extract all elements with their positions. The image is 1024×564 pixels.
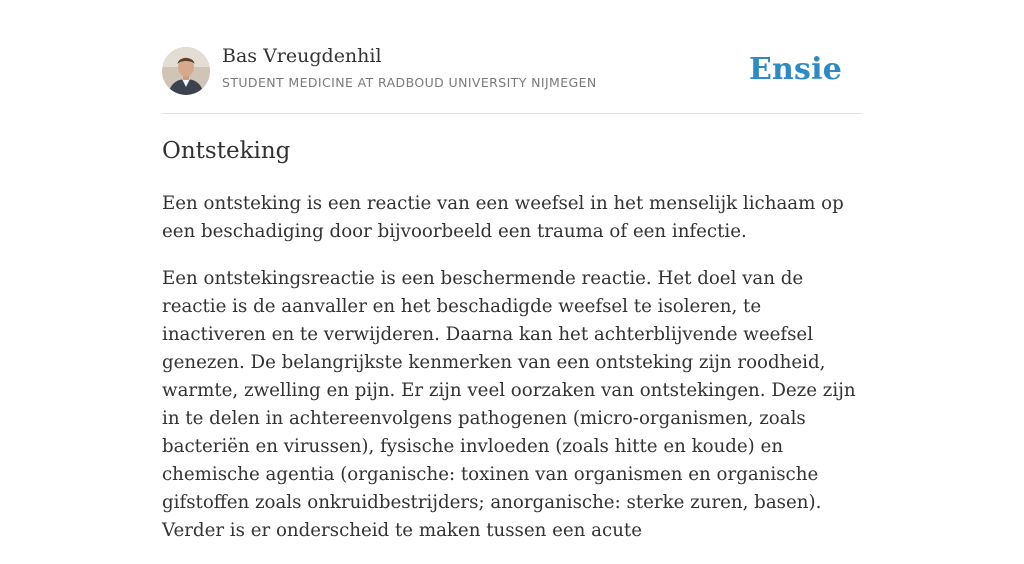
article-body — [162, 190, 862, 564]
author-avatar[interactable] — [162, 47, 210, 95]
author-header — [162, 0, 862, 114]
article-paragraph: Een ontsteking is een reactie van een weefsel in het menselijk lichaam op een beschadiging door bijvoorbeeld een trauma of een infectie. — [162, 193, 844, 242]
author-name[interactable]: Bas Vreugdenhil — [222, 45, 382, 67]
avatar-photo-icon — [162, 47, 210, 95]
author-role: STUDENT MEDICINE AT RADBOUD UNIVERSITY NIJMEGEN — [222, 75, 597, 90]
article-title: Ontsteking — [162, 138, 291, 164]
page-container — [162, 0, 862, 541]
ensie-logo[interactable]: Ensie — [748, 52, 842, 87]
article-paragraph: Een ontstekingsreactie is een beschermende reactie. Het doel van de reactie is de aanvaller en het beschadigde weefsel te isoleren, te inactiveren en te verwijderen. Daarna kan het achterblijvende weefsel genezen. De belangrijkste kenmerken van een ontsteking zijn roodheid, warmte, zwelling en pijn. Er zijn veel oorzaken van ontstekingen. Deze zijn in te delen in achtereenvolgens pathogenen (micro-organismen, zoals bacteriën en virussen), fysische invloeden (zoals hitte en koude) en chemische agentia (organische: toxinen van organismen en organische gifstoffen zoals onkruidbestrijders; anorganische: sterke zuren, basen). Verder is er onderscheid te maken tussen een acute — [162, 268, 856, 541]
